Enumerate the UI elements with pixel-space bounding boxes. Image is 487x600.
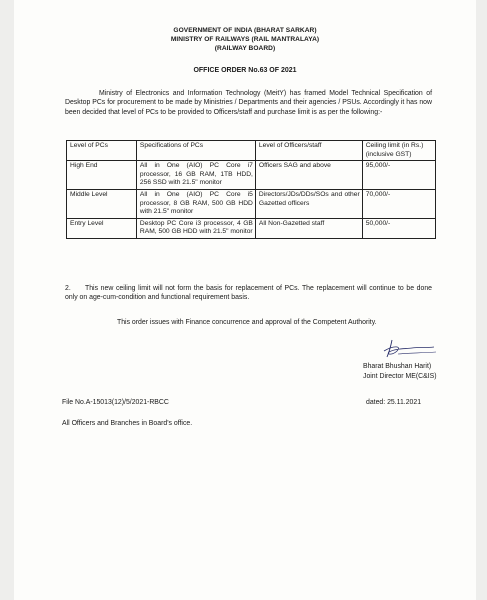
header-level: Level of PCs [67, 141, 137, 161]
table-row [67, 189, 436, 218]
cell-officers: All Non-Gazetted staff [255, 218, 362, 238]
copy-to: All Officers and Branches in Board's office. [62, 420, 193, 427]
table-row [67, 161, 436, 190]
document-page [14, 0, 476, 600]
table-header-row [67, 141, 436, 161]
file-number: File No.A-15013(12)/5/2021-RBCC [62, 399, 169, 406]
header-officers: Level of Officers/staff [255, 141, 362, 161]
order-title: OFFICE ORDER No.63 OF 2021 [193, 67, 297, 74]
paragraph-replacement-text: This new ceiling limit will not form the basis for replacement of PCs. The replacement will continue to be done only on age-cum-condition and functional requirement basis. [65, 285, 432, 302]
signatory-designation: Joint Director ME(C&IS) [363, 372, 437, 380]
cell-level: Middle Level [67, 189, 137, 218]
header-board: (RAILWAY BOARD) [214, 45, 276, 52]
cell-specification: Desktop PC Core i3 processor, 4 GB RAM, 500 GB HDD with 21.5" monitor [136, 218, 255, 238]
header-specifications: Specifications of PCs [136, 141, 255, 161]
cell-officers: Officers SAG and above [255, 161, 362, 190]
cell-limit: 50,000/- [362, 218, 435, 238]
cell-level: Entry Level [67, 218, 137, 238]
header-ministry: MINISTRY OF RAILWAYS (RAIL MANTRALAYA) [170, 36, 320, 43]
paragraph-concurrence: This order issues with Finance concurrence and approval of the Competent Authority. [117, 319, 377, 326]
paragraph-number: 2. [65, 285, 71, 292]
paragraph-replacement [65, 284, 432, 303]
date-line: dated: 25.11.2021 [366, 399, 422, 406]
cell-limit: 95,000/- [362, 161, 435, 190]
signatory-block [363, 362, 437, 381]
pc-specification-table [66, 140, 436, 239]
table-row [67, 218, 436, 238]
signature-image [378, 336, 440, 360]
paragraph-intro: Ministry of Electronics and Information Technology (MeitY) has framed Model Technical Specification of Desktop PCs for procurement to be made by Ministries / Departments and their agencies / PSUs. Accordingly it has now been decided that level of PCs to be provided to Officers/staff and purchase limit is as per the following:- [65, 90, 432, 116]
cell-specification: All in One (AIO) PC Core i5 processor, 8 GB RAM, 500 GB HDD with 21.5" monitor [136, 189, 255, 218]
cell-level: High End [67, 161, 137, 190]
signatory-name: Bharat Bhushan Harit) [363, 363, 432, 370]
cell-limit: 70,000/- [362, 189, 435, 218]
header-ceiling-limit: Ceiling limit (in Rs.) (inclusive GST) [362, 141, 435, 161]
cell-specification: All in One (AIO) PC Core i7 processor, 16 GB RAM, 1TB HDD, 256 SSD with 21.5" monitor [136, 161, 255, 190]
header-government: GOVERNMENT OF INDIA (BHARAT SARKAR) [173, 27, 317, 34]
cell-officers: Directors/JDs/DDs/SOs and other Gazetted officers [255, 189, 362, 218]
